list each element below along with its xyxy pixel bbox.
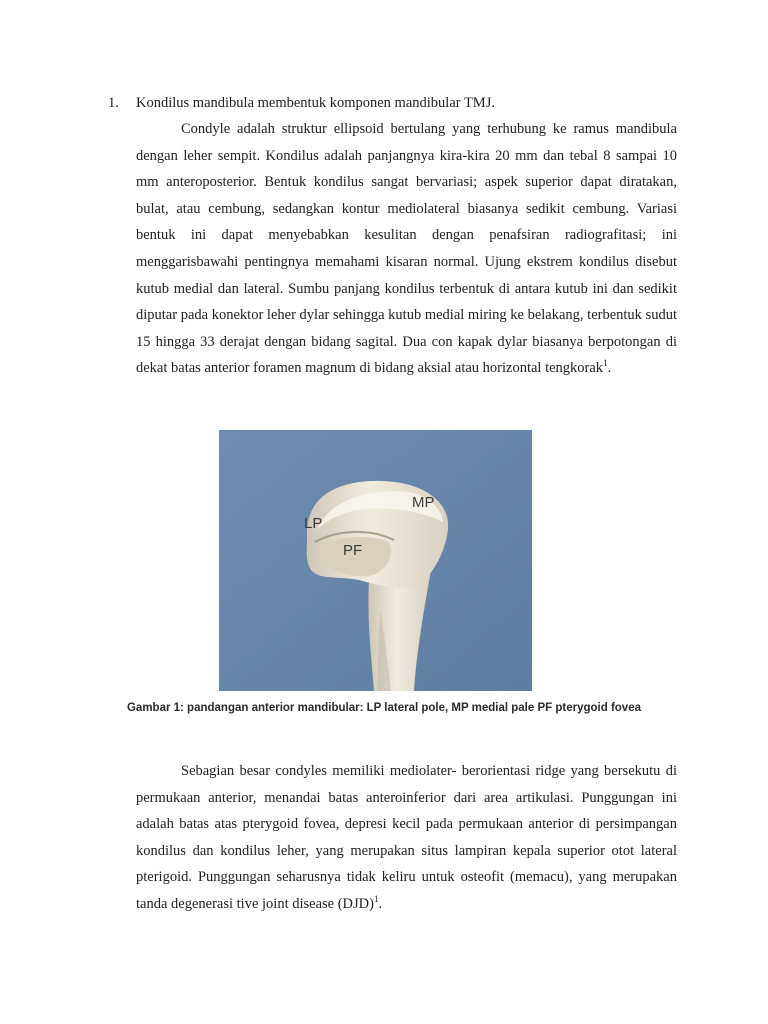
label-pf: PF: [343, 542, 363, 559]
list-number: 1.: [108, 95, 119, 111]
paragraph-condyle: [136, 116, 677, 382]
paragraph-2-end: .: [378, 895, 383, 912]
list-item-heading: [108, 94, 495, 112]
label-lp: LP: [304, 515, 323, 532]
condyle-illustration: [219, 430, 532, 691]
label-mp: MP: [412, 494, 435, 511]
citation-1: 1: [603, 358, 608, 369]
paragraph-1-end: .: [607, 360, 612, 377]
condyle-photo: [219, 430, 532, 691]
list-title: Kondilus mandibula membentuk komponen mandibular TMJ.: [136, 95, 495, 111]
citation-2: 1: [373, 894, 379, 905]
paragraph-ridge: [136, 758, 677, 918]
figure-caption: Gambar 1: pandangan anterior mandibular: LP lateral pole, MP medial pale PF pterygoid fovea: [126, 702, 641, 714]
paragraph-2-text: Sebagian besar condyles memiliki mediolater- berorientasi ridge yang bersekutu di permukaan anterior, menandai batas anteroinferior dari area artikulasi. Punggungan ini adalah batas atas pterygoid fovea, depresi kecil pada permukaan anterior di persimpangan kondilus dan kondilus leher, yang merupakan situs lampiran kepala superior otot lateral pterigoid. Punggungan seharusnya tidak keliru untuk osteofit (memacu), yang merupakan tanda degenerasi tive joint disease (DJD): [136, 763, 677, 912]
paragraph-1-text: Condyle adalah struktur ellipsoid bertulang yang terhubung ke ramus mandibula dengan leher sempit. Kondilus adalah panjangnya kira-kira 20 mm dan tebal 8 sampai 10 mm anteroposterior. Bentuk kondilus sangat bervariasi; aspek superior dapat diratakan, bulat, atau cembung, sedangkan kontur mediolateral biasanya sedikit cembung. Variasi bentuk ini dapat menyebabkan kesulitan dengan penafsiran radiografitasi; ini menggarisbawahi pentingnya memahami kisaran normal. Ujung ekstrem kondilus disebut kutub medial dan lateral. Sumbu panjang kondilus terbentuk di antara kutub ini dan sedikit diputar pada konektor leher dylar sehingga kutub medial miring ke belakang, terbentuk sudut 15 hingga 33 derajat dengan bidang sagital. Dua con kapak dylar biasanya berpotongan di dekat batas anterior foramen magnum di bidang aksial atau horizontal tengkorak: [136, 121, 677, 377]
